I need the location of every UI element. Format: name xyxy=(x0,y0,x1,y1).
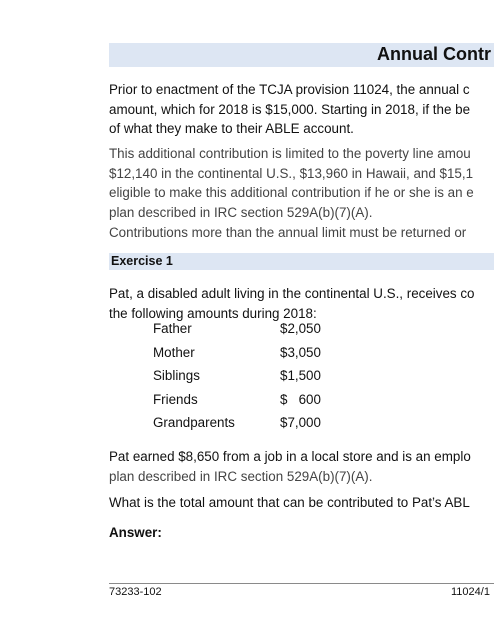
page-title: Annual Contr xyxy=(377,44,491,64)
gift-source: Grandparents xyxy=(153,415,235,430)
gift-amount: $7,000 xyxy=(280,415,321,430)
paragraph-earnings xyxy=(109,447,494,486)
title-banner xyxy=(109,43,494,67)
gift-source: Father xyxy=(153,321,192,336)
text-line: plan described in IRC section 529A(b)(7)(A). xyxy=(109,468,373,484)
text-line: $12,140 in the continental U.S., $13,960 in Hawaii, and $15,1 xyxy=(109,165,474,181)
gift-source: Mother xyxy=(153,344,195,360)
paragraph-intro xyxy=(109,80,494,139)
exercise-intro xyxy=(109,284,494,323)
gift-amount: $3,050 xyxy=(280,344,321,360)
gift-source: Siblings xyxy=(153,368,200,383)
gift-source: Friends xyxy=(153,391,198,407)
gift-amount: $1,500 xyxy=(280,368,321,383)
text-line: amount, which for 2018 is $15,000. Starting in 2018, if the be xyxy=(109,101,471,117)
exercise-heading: Exercise 1 xyxy=(111,254,173,268)
text-line: eligible to make this additional contribution if he or she is an e xyxy=(109,185,474,200)
text-line: Prior to enactment of the TCJA provision 11024, the annual c xyxy=(109,82,470,97)
text-line: of what they make to their ABLE account. xyxy=(109,121,354,136)
text-line: the following amounts during 2018: xyxy=(109,305,317,321)
answer-label: Answer: xyxy=(109,525,162,540)
gift-amount: $2,050 xyxy=(280,321,321,336)
text-line: Contributions more than the annual limit must be returned or xyxy=(109,225,467,240)
footer-divider xyxy=(109,583,494,584)
paragraph-excess-contributions xyxy=(109,223,494,243)
gift-amount: $ 600 xyxy=(280,391,321,407)
footer-document-number: 73233-102 xyxy=(109,586,162,598)
text-line: What is the total amount that can be contributed to Pat’s ABL xyxy=(109,495,470,510)
paragraph-poverty-line xyxy=(109,144,494,222)
text-line: Pat, a disabled adult living in the continental U.S., receives co xyxy=(109,286,475,301)
text-line: This additional contribution is limited to the poverty line amou xyxy=(109,146,471,161)
text-line: plan described in IRC section 529A(b)(7)(A). xyxy=(109,204,373,220)
footer-page-reference: 11024/1 xyxy=(451,586,490,598)
question xyxy=(109,493,494,513)
exercise-banner xyxy=(109,253,494,270)
text-line: Pat earned $8,650 from a job in a local store and is an emplo xyxy=(109,449,471,464)
